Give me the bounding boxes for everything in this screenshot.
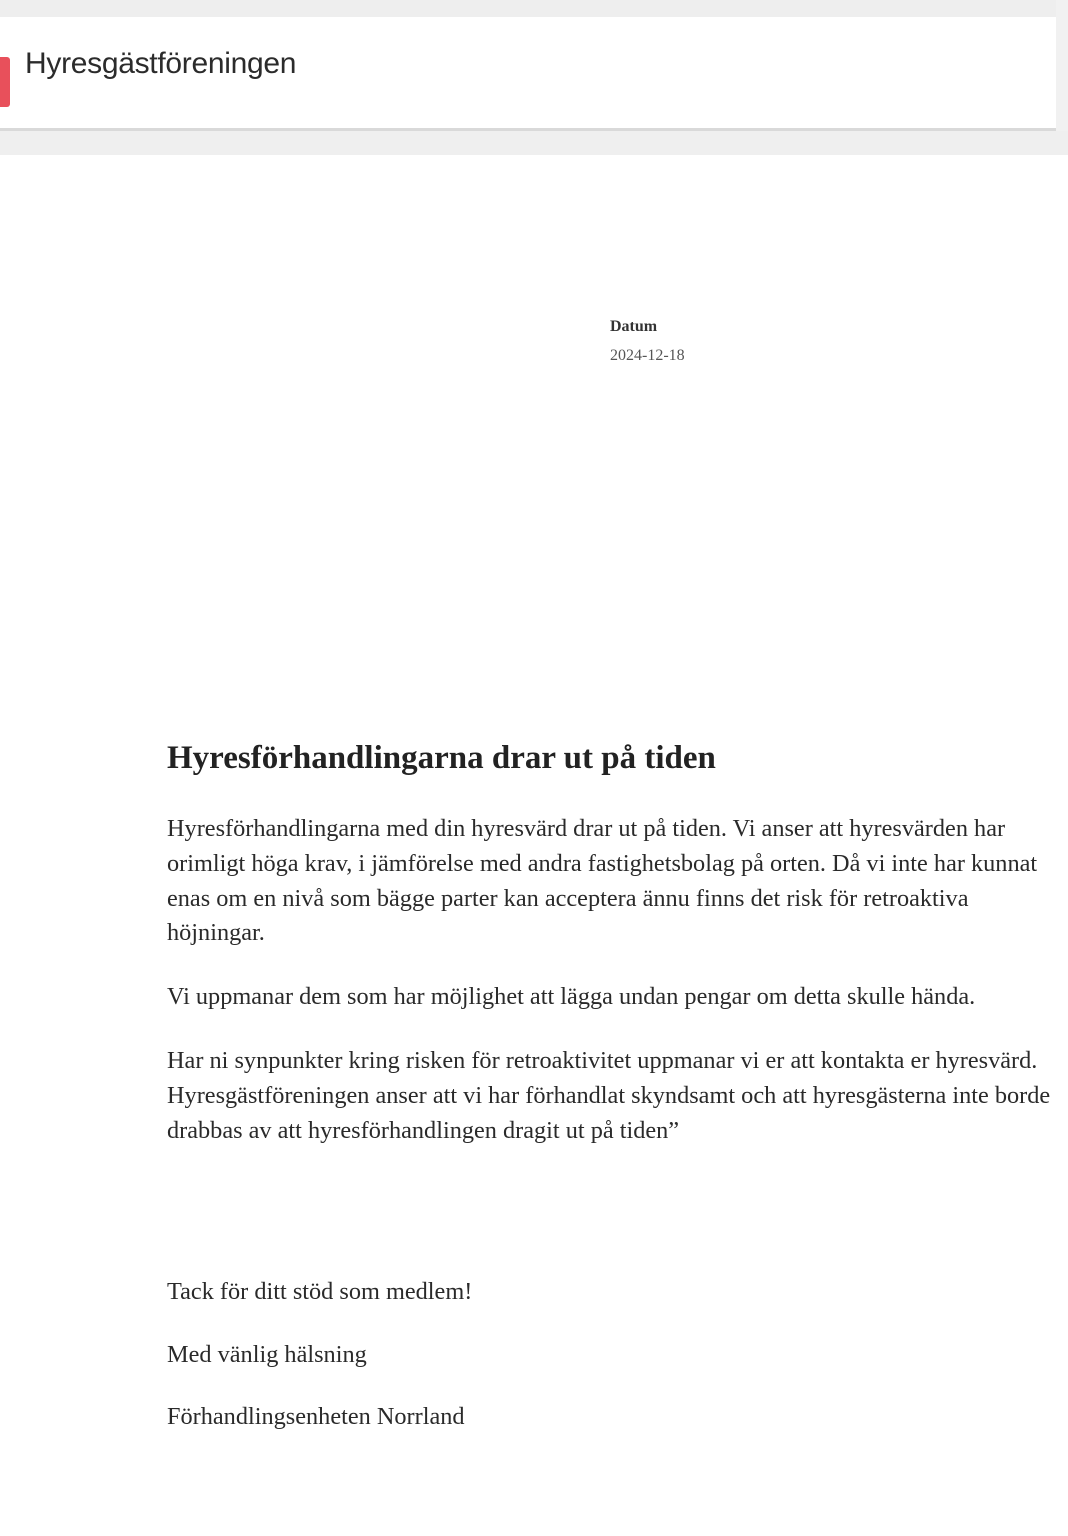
paragraph: Har ni synpunkter kring risken för retroaktivitet uppmanar vi er att kontakta er hyresvärd. Hyresgästföreningen anser att vi har förhandlat skyndsamt och att hyresgästerna inte borde drabbas av att hyresförhandlingen dragit ut på tiden” (167, 1046, 1051, 1144)
letter-title: Hyresförhandlingarna drar ut på tiden (167, 740, 716, 776)
top-strip (0, 0, 1068, 17)
signature-line: Förhandlingsenheten Norrland (167, 1403, 465, 1430)
paragraph: Hyresförhandlingarna med din hyresvärd drar ut på tiden. Vi anser att hyresvärden har orimligt höga krav, i jämförelse med andra fastighetsbolag på orten. Då vi inte har kunnat enas om en nivå som bägge parter kan acceptera ännu finns det risk för retroaktiva höjningar. (167, 815, 1038, 947)
date-value: 2024-12-18 (610, 347, 685, 364)
letter-body (167, 736, 1052, 1148)
thanks-line: Tack för ditt stöd som medlem! (167, 1278, 473, 1305)
header-divider-band (0, 131, 1068, 155)
date-block (610, 316, 685, 367)
date-label: Datum (610, 318, 658, 335)
header (0, 17, 1056, 131)
logo-icon (0, 57, 10, 107)
logo-text[interactable]: Hyresgästföreningen (25, 47, 297, 80)
greeting-line: Med vänlig hälsning (167, 1341, 367, 1368)
paragraph: Vi uppmanar dem som har möjlighet att lägga undan pengar om detta skulle hända. (167, 983, 976, 1011)
